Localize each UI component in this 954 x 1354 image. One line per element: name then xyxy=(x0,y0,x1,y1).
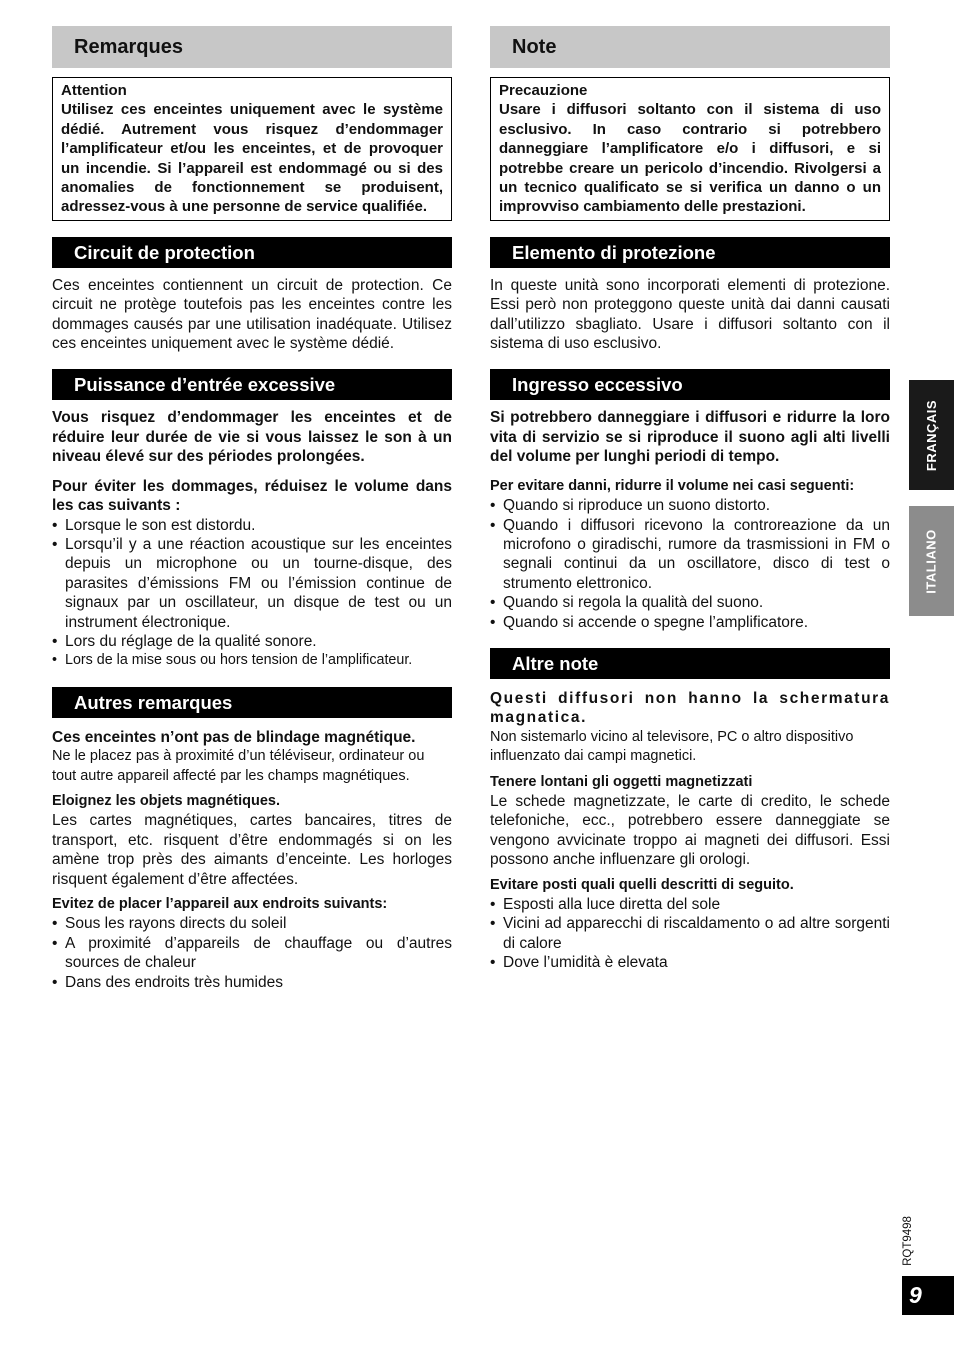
posti-title: Evitare posti quali quelli descritti di seguito. xyxy=(490,876,794,893)
list-item: • Lors de la mise sous ou hors tension de l’amplificateur. xyxy=(52,651,452,670)
posti-list xyxy=(490,895,890,973)
elemento-text: In queste unità sono incorporati elementi di protezione. Essi però non proteggono queste unità dai danni causati dall’utilizzo sbagliato. Usare i diffusori soltanto con il sistema di uso esclusivo. xyxy=(490,276,890,353)
attention-heading: Attention xyxy=(61,82,127,99)
list-item: • Quando si accende o spegne l’amplificatore. xyxy=(490,613,890,632)
attention-text: Utilisez ces enceintes uniquement avec le système dédié. Autrement vous risquez d’endommager l’amplificateur et/ou les enceintes, et de provoquer un incendie. Si l’appareil est endommagé ou si des anomalies de fonctionnement se produisent, adressez-vous à une personne de service qualifiée. xyxy=(61,101,443,216)
precauzione-heading: Precauzione xyxy=(499,82,588,99)
section-elemento-di-protezione: Elemento di protezione xyxy=(490,237,890,268)
page-number: 9 xyxy=(902,1276,954,1315)
section-circuit-de-protection: Circuit de protection xyxy=(52,237,452,268)
blindage-title: Ces enceintes n’ont pas de blindage magnétique. xyxy=(52,728,416,746)
section-autres-remarques: Autres remarques xyxy=(52,687,452,718)
section-altre-note: Altre note xyxy=(490,648,890,679)
circuit-text: Ces enceintes contiennent un circuit de protection. Ce circuit ne protège toutefois pas les enceintes contre les dommages causés par une utilisation inadéquate. Utilisez ces enceintes uniquement avec le système dédié. xyxy=(52,276,452,353)
list-item: • Esposti alla luce diretta del sole xyxy=(490,895,890,914)
precauzione-box xyxy=(490,77,890,221)
list-item: • Quando si regola la qualità del suono. xyxy=(490,593,890,612)
list-item: • A proximité d’appareils de chauffage ou d’autres sources de chaleur xyxy=(52,934,452,973)
objets-text: Les cartes magnétiques, cartes bancaires, titres de transport, etc. risquent d’être endommagés si on les amène trop près des aimants d’enceinte. Les horloges risquent également d’être affectées. xyxy=(52,812,452,888)
endroits-title: Evitez de placer l’appareil aux endroits suivants: xyxy=(52,896,388,912)
ingresso-warning: Si potrebbero danneggiare i diffusori e ridurre la loro vita di servizio se si riproduce il suono agli alti livelli del volume per lunghi periodi di tempo. xyxy=(490,409,890,466)
language-tab-francais xyxy=(909,380,954,490)
page-title-remarques: Remarques xyxy=(52,26,452,68)
objets-title: Eloignez les objets magnétiques. xyxy=(52,792,281,809)
list-item: • Lorsqu’il y a une réaction acoustique sur les enceintes depuis un microphone ou un tourne-disque, des parasites d’émissions FM ou l’émission continue de signaux par un oscillateur, un disque de test ou un instrument électronique. xyxy=(52,535,452,632)
list-item: • Quando i diffusori ricevono la controreazione da un microfono o giradischi, rumore da trasmissioni in FM o segnali continui da un oscillatore, disco di test o strumento elettronico. xyxy=(490,516,890,594)
list-item: • Lors du réglage de la qualité sonore. xyxy=(52,632,452,651)
list-item: • Quando si riproduce un suono distorto. xyxy=(490,496,890,515)
list-item: • Lorsque le son est distordu. xyxy=(52,516,452,535)
model-code xyxy=(892,1210,924,1272)
puissance-list xyxy=(52,516,452,671)
page-title-note: Note xyxy=(490,26,890,68)
attention-box xyxy=(52,77,452,221)
blindage-text: Ne le placez pas à proximité d’un téléviseur, ordinateur ou tout autre appareil affecté par les champs magnétiques. xyxy=(52,748,425,784)
precauzione-text: Usare i diffusori soltanto con il sistema di uso esclusivo. In caso contrario si potrebbero danneggiare l’amplificatore e/o i diffusori, e si potrebbe creare un pericolo d’incendio. Rivolgersi a un tecnico qualificato se si verifica un danno o un improvviso cambiamento delle prestazioni. xyxy=(499,101,881,216)
puissance-warning: Vous risquez d’endommager les enceintes et de réduire leur durée de vie si vous laissez le son à un niveau élevé sur des périodes prolongées. xyxy=(52,409,452,466)
oggetti-text: Le schede magnetizzate, le carte di credito, le schede telefoniche, ecc., potrebbero essere danneggiate se vengono avvicinate troppo ai magneti dei diffusori. Essi possono anche influenzare gli orologi. xyxy=(490,792,890,869)
ingresso-list xyxy=(490,496,890,632)
language-tab-italiano xyxy=(909,506,954,616)
list-item: • Sous les rayons directs du soleil xyxy=(52,914,452,933)
endroits-list xyxy=(52,914,452,992)
list-item: • Dans des endroits très humides xyxy=(52,973,452,992)
model-code-text: RQT9498 xyxy=(902,1216,915,1266)
language-tab-label: FRANÇAIS xyxy=(924,399,940,471)
schermatura-text: Non sistemarlo vicino al televisore, PC o altro dispositivo influenzato dai campi magnetici. xyxy=(490,728,854,765)
list-item: • Dove l’umidità è elevata xyxy=(490,953,890,972)
section-ingresso-eccessivo: Ingresso eccessivo xyxy=(490,369,890,400)
puissance-intro: Pour éviter les dommages, réduisez le volume dans les cas suivants : xyxy=(52,477,452,515)
language-tab-label: ITALIANO xyxy=(924,528,940,594)
ingresso-intro: Per evitare danni, ridurre il volume nei casi seguenti: xyxy=(490,477,855,494)
list-item: • Vicini ad apparecchi di riscaldamento o ad altre sorgenti di calore xyxy=(490,914,890,953)
schermatura-title: Questi diffusori non hanno la schermatura magnatica. xyxy=(490,689,890,727)
italian-column xyxy=(490,26,890,973)
oggetti-title: Tenere lontani gli oggetti magnetizzati xyxy=(490,773,753,790)
section-puissance-excessive: Puissance d’entrée excessive xyxy=(52,369,452,400)
french-column xyxy=(52,26,452,992)
